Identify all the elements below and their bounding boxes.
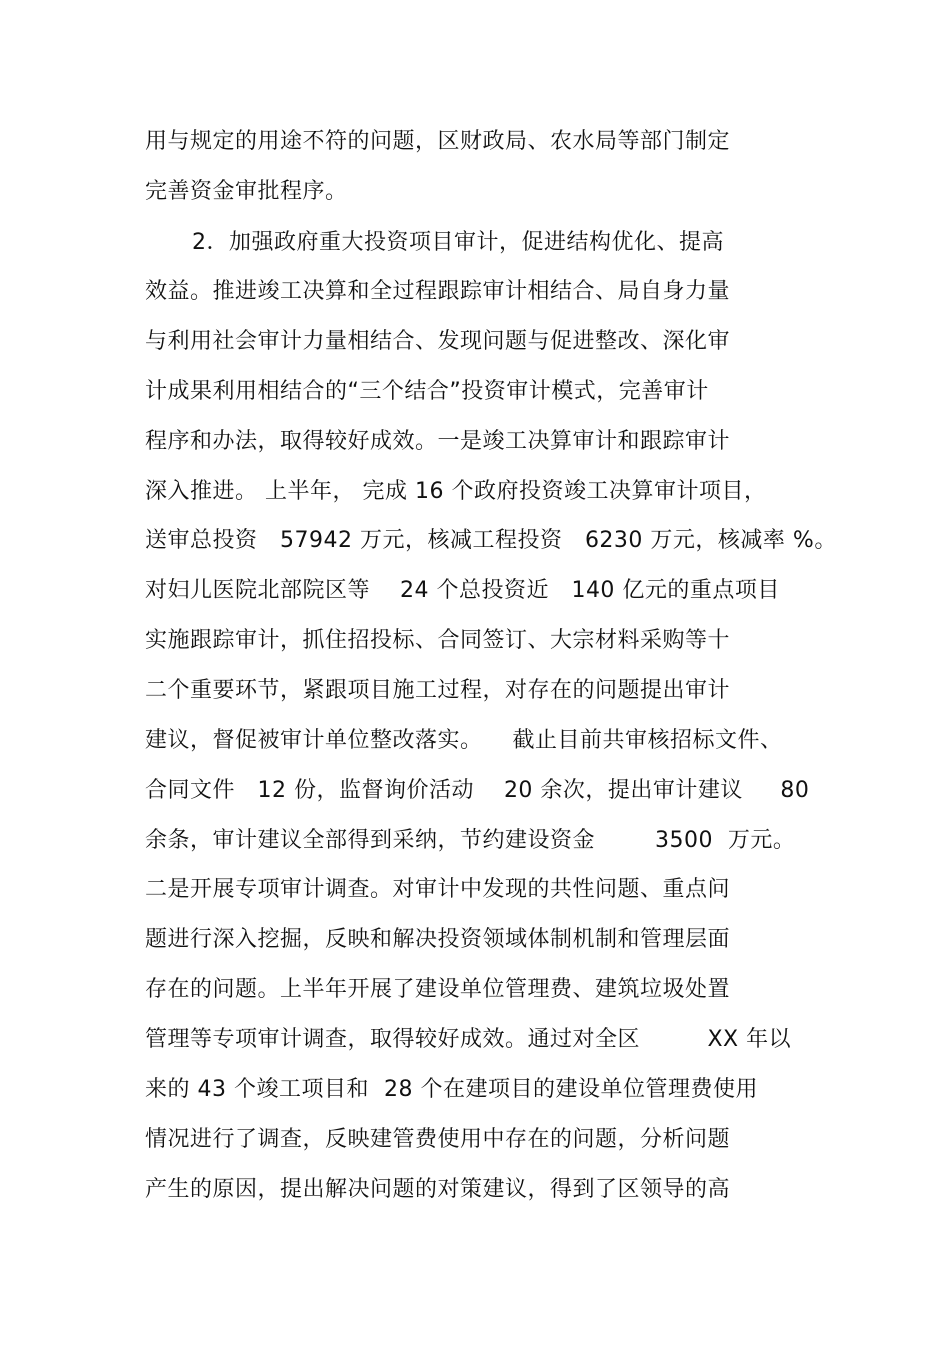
- text-line: 存在的问题。上半年开展了建设单位管理费、建筑垃圾处置: [145, 977, 731, 1002]
- text-line: 二是开展专项审计调查。对审计中发现的共性问题、重点问: [145, 877, 731, 902]
- text-line: 来的 43 个竣工项目和 28 个在建项目的建设单位管理费使用: [145, 1077, 758, 1102]
- text-line: 实施跟踪审计，抓住招投标、合同签订、大宗材料采购等十: [145, 628, 731, 653]
- text-line: 对妇儿医院北部院区等 24 个总投资近 140 亿元的重点项目: [145, 578, 780, 603]
- section-heading-line: 2．加强政府重大投资项目审计，促进结构优化、提高: [192, 230, 724, 255]
- text-line: 程序和办法，取得较好成效。一是竣工决算审计和跟踪审计: [145, 429, 731, 454]
- text-line: 建议，督促被审计单位整改落实。 截止目前共审核招标文件、: [145, 728, 783, 753]
- text-line: 情况进行了调查，反映建管费使用中存在的问题，分析问题: [145, 1127, 731, 1152]
- text-line: 余条，审计建议全部得到采纳，节约建设资金 3500 万元。: [145, 828, 796, 853]
- text-line: 计成果利用相结合的“三个结合”投资审计模式，完善审计: [145, 379, 709, 404]
- text-line: 合同文件 12 份，监督询价活动 20 余次，提出审计建议 80: [145, 778, 810, 803]
- text-line: 深入推进。 上半年， 完成 16 个政府投资竣工决算审计项目，: [145, 479, 767, 504]
- text-line: 效益。推进竣工决算和全过程跟踪审计相结合、局自身力量: [145, 279, 731, 304]
- text-line: 二个重要环节，紧跟项目施工过程，对存在的问题提出审计: [145, 678, 731, 703]
- text-line: 题进行深入挖掘，反映和解决投资领域体制机制和管理层面: [145, 927, 731, 952]
- text-line: 用与规定的用途不符的问题，区财政局、农水局等部门制定: [145, 129, 731, 154]
- text-line: 与利用社会审计力量相结合、发现问题与促进整改、深化审: [145, 329, 731, 354]
- text-line: 完善资金审批程序。: [145, 179, 348, 204]
- text-line: 送审总投资 57942 万元，核减工程投资 6230 万元，核减率 %。: [145, 528, 837, 553]
- text-line: 管理等专项审计调查，取得较好成效。通过对全区 XX 年以: [145, 1027, 792, 1052]
- text-line: 产生的原因，提出解决问题的对策建议，得到了区领导的高: [145, 1177, 731, 1202]
